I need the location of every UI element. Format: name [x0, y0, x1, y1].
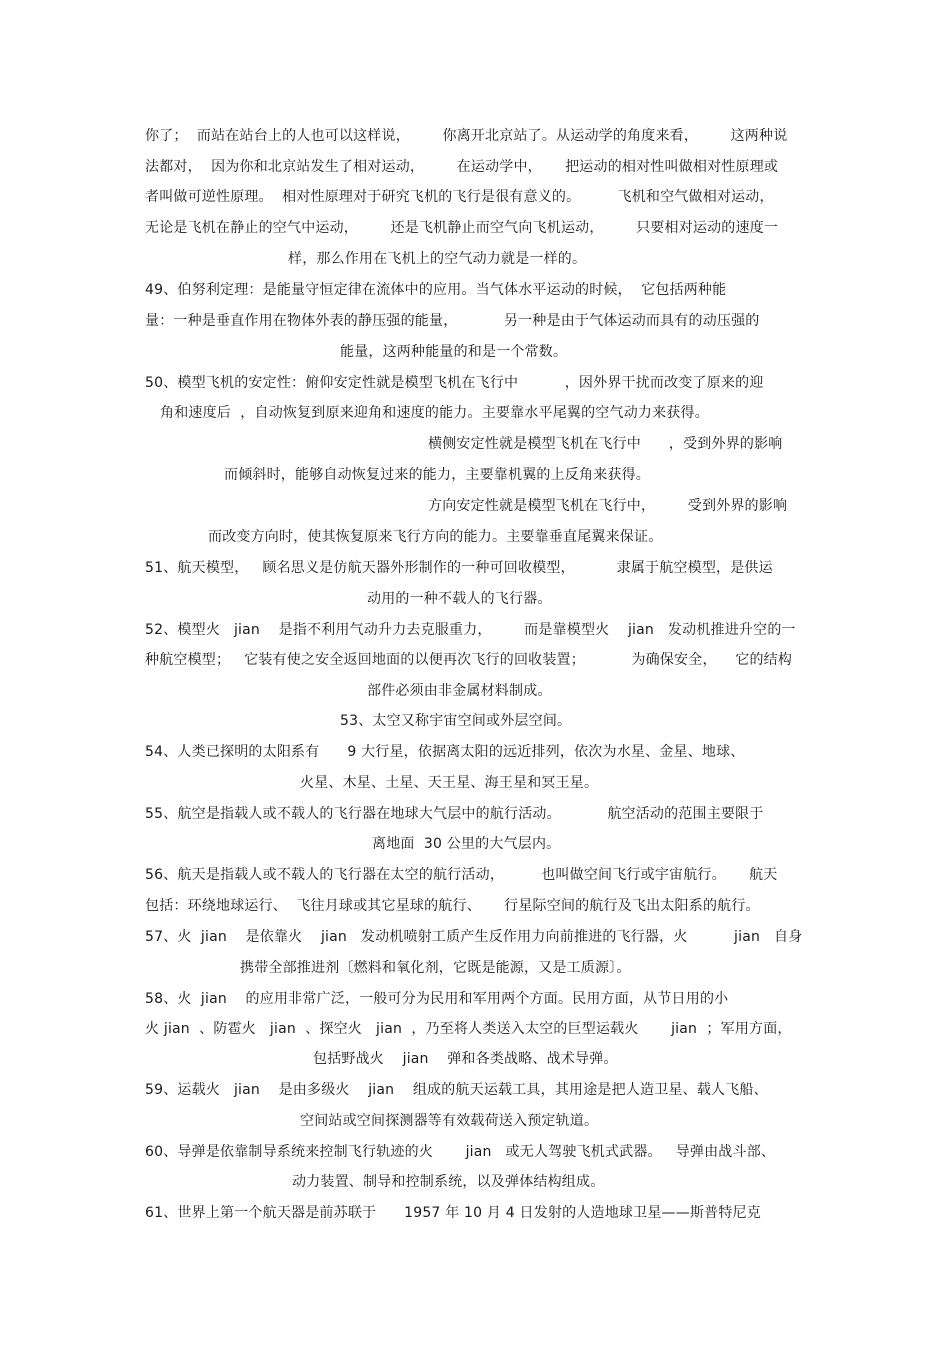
text-line: 种航空模型； 它装有使之安全返回地面的以便再次飞行的回收装置； 为确保安全， 它的结构: [145, 652, 793, 668]
text-line: 部件必须由非金属材料制成。: [367, 683, 552, 699]
text-line: 法都对， 因为你和北京站发生了相对运动， 在运动学中， 把运动的相对性叫做相对性原理或: [145, 159, 779, 175]
item-61: 61、世界上第一个航天器是前苏联于 1957 年 10 月 4 日发射的人造地球卫星——斯普特尼克: [145, 1205, 761, 1221]
text-line: 样，那么作用在飞机上的空气动力就是一样的。: [288, 251, 587, 267]
item-59: 59、运载火 jian 是由多级火 jian 组成的航天运载工具，其用途是把人造卫星、载人飞船、: [145, 1082, 768, 1098]
text-line: 携带全部推进剂〔燃料和氧化剂，它既是能源，又是工质源〕。: [240, 960, 631, 976]
item-52: 52、模型火 jian 是指不利用气动升力去克服重力， 而是靠模型火 jian 发动机推进升空的一: [145, 622, 796, 638]
item-55: 55、航空是指载人或不载人的飞行器在地球大气层中的航行活动。 航空活动的范围主要限于: [145, 806, 764, 822]
item-53: 53、太空又称宇宙空间或外层空间。: [340, 713, 572, 729]
item-58: 58、火 jian 的应用非常广泛，一般可分为民用和军用两个方面。民用方面，从节日用的小: [145, 991, 729, 1007]
item-51: 51、航天模型， 顾名思义是仿航天器外形制作的一种可回收模型， 隶属于航空模型，是供运: [145, 560, 773, 576]
text-line: 空间站或空间探测器等有效载荷送入预定轨道。: [300, 1113, 599, 1129]
text-line: 者叫做可逆性原理。 相对性原理对于研究飞机的飞行是很有意义的。 飞机和空气做相对运动，: [145, 189, 774, 205]
item-54: 54、人类已探明的太阳系有 9 大行星，依据离太阳的远近排列，依次为水星、金星、地球、: [145, 744, 745, 760]
text-line: 动力装置、制导和控制系统，以及弹体结构组成。: [292, 1174, 605, 1190]
item-60: 60、导弹是依靠制导系统来控制飞行轨迹的火 jian 或无人驾驶飞机式武器。 导弹由战斗部、: [145, 1144, 776, 1160]
text-line: 方向安定性就是模型飞机在飞行中， 受到外界的影响: [428, 498, 788, 514]
item-49: 49、伯努利定理：是能量守恒定律在流体中的应用。当气体水平运动的时候， 它包括两种能: [145, 282, 727, 298]
text-line: 而改变方向时，使其恢复原来飞行方向的能力。主要靠垂直尾翼来保证。: [208, 529, 663, 545]
text-line: 而倾斜时，能够自动恢复过来的能力，主要靠机翼的上反角来获得。: [224, 467, 650, 483]
text-line: 角和速度后 ，自动恢复到原来迎角和速度的能力。主要靠水平尾翼的空气动力来获得。: [160, 405, 709, 421]
text-line: 能量，这两种能量的和是一个常数。: [340, 344, 568, 360]
text-line: 横侧安定性就是模型飞机在飞行中 ，受到外界的影响: [428, 436, 783, 452]
text-line: 动用的一种不载人的飞行器。: [367, 591, 552, 607]
item-56: 56、航天是指载人或不载人的飞行器在太空的航行活动， 也叫做空间飞行或宇宙航行。 航天: [145, 867, 778, 883]
text-line: 包括野战火 jian 弹和各类战略、战术导弹。: [313, 1051, 618, 1067]
text-line: 包括：环绕地球运行、 飞往月球或其它星球的航行、 行星际空间的航行及飞出太阳系的航行。: [145, 898, 760, 914]
text-line: 火星、木星、土星、天王星、海王星和冥王星。: [300, 775, 599, 791]
text-line: 离地面 30 公里的大气层内。: [372, 836, 561, 852]
text-line: 火 jian 、防雹火 jian 、探空火 jian ，乃至将人类送入太空的巨型运载火 jian ；军用方面，: [145, 1021, 792, 1037]
text-line: 量：一种是垂直作用在物体外表的静压强的能量， 另一种是由于气体运动而具有的动压强的: [145, 313, 760, 329]
item-50: 50、模型飞机的安定性：俯仰安定性就是模型飞机在飞行中 ，因外界干扰而改变了原来的迎: [145, 375, 764, 391]
text-line: 无论是飞机在静止的空气中运动， 还是飞机静止而空气向飞机运动， 只要相对运动的速度一: [145, 220, 779, 236]
item-57: 57、火 jian 是依靠火 jian 发动机喷射工质产生反作用力向前推进的飞行器，火 jian 自身: [145, 929, 803, 945]
text-line: 你了； 而站在站台上的人也可以这样说， 你离开北京站了。从运动学的角度来看， 这两种说: [145, 128, 788, 144]
